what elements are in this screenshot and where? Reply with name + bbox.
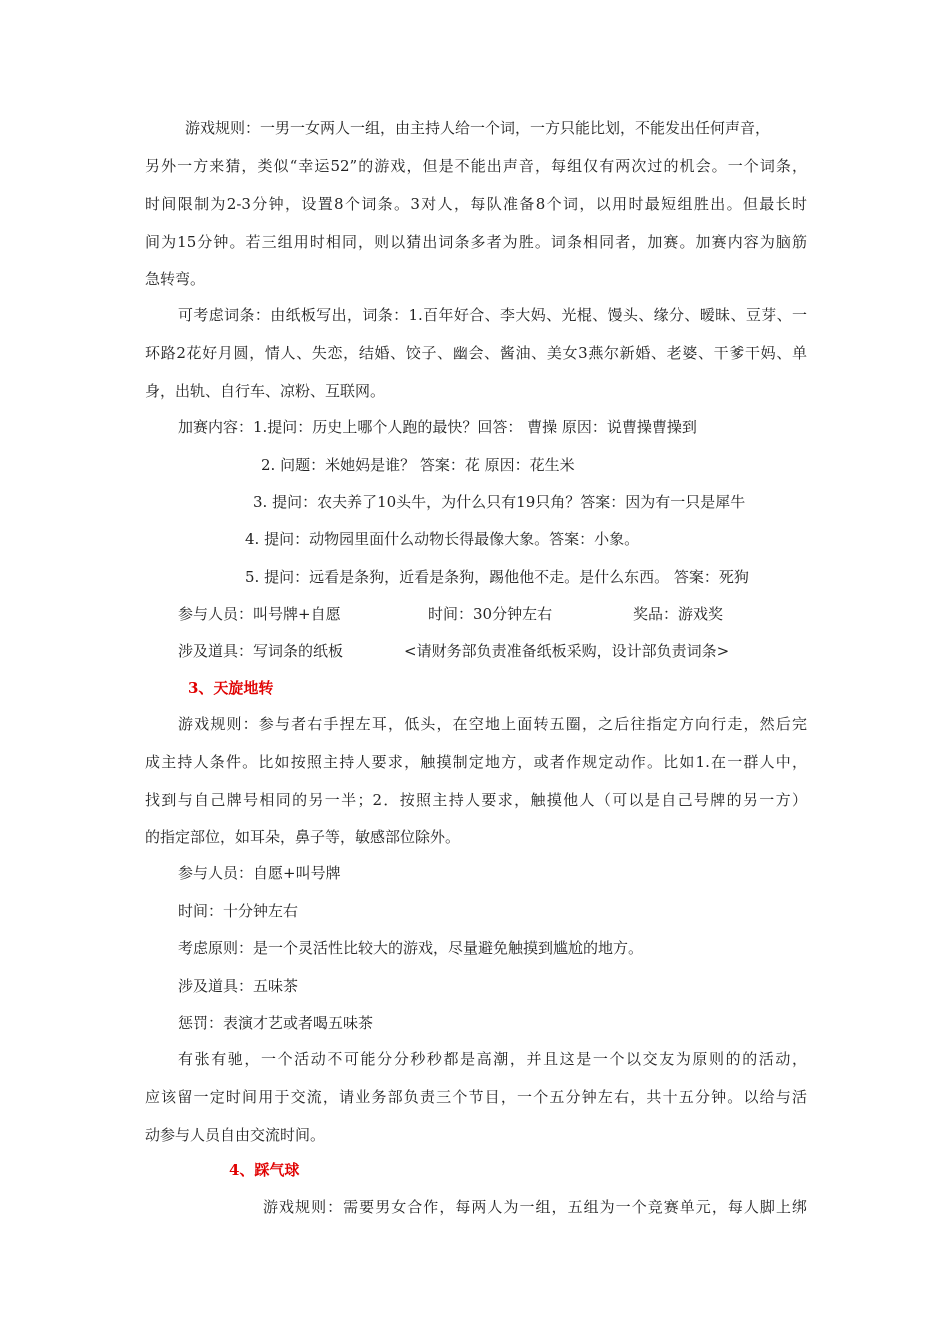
interlude-line: 应该留一定时间用于交流，请业务部负责三个节目，一个五分钟左右，共十五分钟。以给与活: [145, 1088, 807, 1106]
game3-principle: 考虑原则：是一个灵活性比较大的游戏，尽量避免触摸到尴尬的地方。: [178, 939, 644, 957]
game3-heading: 3、天旋地转: [188, 679, 274, 697]
game2-time: 时间：30分钟左右: [428, 605, 553, 623]
game3-time: 时间：十分钟左右: [178, 902, 299, 920]
game2-rules-line: 间为15分钟。若三组用时相同，则以猜出词条多者为胜。词条相同者，加赛。加赛内容为脑筋: [145, 233, 807, 251]
extra-round-line: 3. 提问：农夫养了10头牛，为什么只有19只角？答案：因为有一只是犀牛: [253, 493, 746, 511]
game3-rules-line: 成主持人条件。比如按照主持人要求，触摸制定地方，或者作规定动作。比如1.在一群人中，: [145, 753, 807, 771]
game2-words-line: 可考虑词条：由纸板写出，词条：1.百年好合、李大妈、光棍、馒头、缘分、暧昧、豆芽、一: [178, 306, 807, 324]
extra-round-line: 4. 提问：动物园里面什么动物长得最像大象。答案：小象。: [245, 530, 640, 548]
game2-participants: 参与人员：叫号牌+自愿: [178, 605, 341, 623]
game3-rules-line: 游戏规则：参与者右手捏左耳，低头，在空地上面转五圈，之后往指定方向行走，然后完: [178, 715, 807, 733]
game2-rules-line: 游戏规则：一男一女两人一组，由主持人给一个词，一方只能比划，不能发出任何声音，: [185, 119, 771, 137]
game3-penalty: 惩罚：表演才艺或者喝五味茶: [178, 1014, 374, 1032]
game3-rules-line: 的指定部位，如耳朵，鼻子等，敏感部位除外。: [145, 828, 461, 846]
game3-participants: 参与人员：自愿+叫号牌: [178, 864, 341, 882]
game4-heading: 4、踩气球: [229, 1161, 300, 1179]
game3-rules-line: 找到与自己牌号相同的另一半；2．按照主持人要求，触摸他人（可以是自己号牌的另一方）: [145, 791, 807, 809]
extra-round-line: 2. 问题：米她妈是谁？ 答案：花 原因：花生米: [261, 456, 575, 474]
game4-rules-line: 游戏规则：需要男女合作，每两人为一组，五组为一个竞赛单元，每人脚上绑: [263, 1198, 807, 1216]
game2-rules-line: 另外一方来猜，类似“幸运52”的游戏，但是不能出声音，每组仅有两次过的机会。一个词条，: [145, 157, 807, 175]
game2-rules-line: 急转弯。: [145, 270, 206, 288]
game2-rules-line: 时间限制为2-3分钟，设置8个词条。3对人，每队准备8个词，以用时最短组胜出。但最长时: [145, 195, 807, 213]
game2-words-line: 身，出轨、自行车、凉粉、互联网。: [145, 382, 386, 400]
game2-words-line: 环路2花好月圆，情人、失恋，结婚、饺子、幽会、酱油、美女3燕尔新婚、老婆、干爹干妈、单: [145, 344, 807, 362]
extra-round-line: 加赛内容：1.提问：历史上哪个人跑的最快？回答： 曹操 原因：说曹操曹操到: [178, 418, 697, 436]
game2-props: 涉及道具：写词条的纸板: [178, 642, 344, 660]
game2-props-note: <请财务部负责准备纸板采购，设计部负责词条>: [404, 642, 730, 660]
interlude-line: 有张有驰，一个活动不可能分分秒秒都是高潮，并且这是一个以交友为原则的的活动，: [178, 1050, 807, 1068]
game2-prize: 奖品：游戏奖: [633, 605, 724, 623]
game3-props: 涉及道具：五味茶: [178, 977, 299, 995]
extra-round-line: 5. 提问：远看是条狗，近看是条狗，踢他他不走。是什么东西。 答案：死狗: [245, 568, 749, 586]
interlude-line: 动参与人员自由交流时间。: [145, 1126, 326, 1144]
